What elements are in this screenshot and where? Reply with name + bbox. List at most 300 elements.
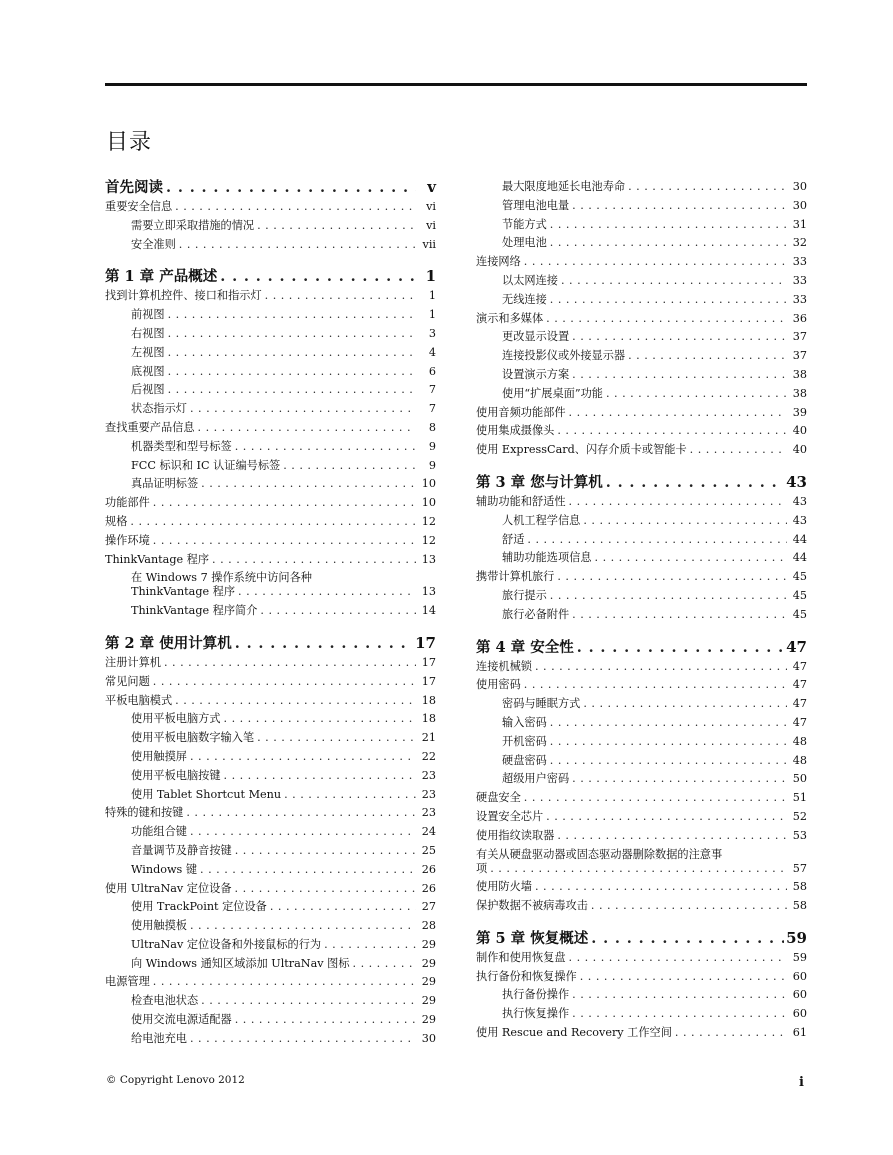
toc-subsection-entry[interactable] [476, 514, 807, 533]
toc-entry-page: 14 [421, 604, 436, 618]
toc-entry-page: 52 [792, 809, 807, 823]
toc-subsection-entry[interactable] [476, 293, 807, 312]
toc-leader-dots [200, 863, 416, 877]
toc-entry-title: 第 5 章 恢复概述 [476, 929, 589, 947]
toc-entry-page: 17 [421, 674, 436, 688]
copyright-text: © Copyright Lenovo 2012 [106, 1074, 245, 1086]
page-number: i [799, 1075, 804, 1090]
toc-entry-page: 1 [428, 308, 436, 322]
toc-section-entry[interactable] [476, 1026, 807, 1045]
toc-entry-page: 44 [792, 551, 807, 565]
toc-subsection-entry[interactable] [476, 988, 807, 1007]
toc-section-entry[interactable] [476, 810, 807, 829]
toc-subsection-entry[interactable] [476, 199, 807, 218]
toc-entry-title: 以太网连接 [502, 273, 558, 287]
toc-section-entry[interactable] [476, 424, 807, 443]
toc-leader-dots [224, 712, 416, 726]
toc-entry-page: 45 [792, 570, 807, 584]
toc-subsection-entry[interactable] [476, 754, 807, 773]
toc-leader-dots [324, 938, 416, 952]
toc-subsection-entry[interactable] [476, 1007, 807, 1026]
toc-entry-page: 47 [792, 715, 807, 729]
toc-entry-title: 最大限度地延长电池寿命 [502, 180, 626, 193]
toc-entry-title: 旅行必备附件 [502, 607, 570, 621]
toc-entry-page: 53 [792, 828, 807, 842]
toc-subsection-entry[interactable] [476, 330, 807, 349]
toc-leader-dots [153, 975, 416, 989]
toc-entry-page: 9 [428, 439, 436, 453]
toc-subsection-entry[interactable] [105, 863, 436, 882]
toc-section-entry[interactable] [105, 200, 436, 219]
toc-leader-dots [130, 515, 416, 529]
toc-section-entry[interactable] [105, 421, 436, 440]
toc-section-entry[interactable] [105, 496, 436, 515]
toc-entry-page: vi [426, 200, 436, 213]
toc-entry-title: 使用集成摄像头 [476, 424, 555, 438]
toc-entry-page: 10 [421, 477, 436, 491]
toc-entry-title: 人机工程学信息 [502, 513, 581, 527]
toc-leader-dots [153, 496, 416, 510]
toc-section-entry[interactable] [476, 970, 807, 989]
toc-leader-dots [153, 675, 416, 689]
toc-section-entry[interactable] [476, 848, 807, 862]
toc-section-entry[interactable] [476, 406, 807, 425]
toc-entry-page: 33 [792, 255, 807, 269]
toc-subsection-entry[interactable] [105, 788, 436, 807]
toc-subsection-entry[interactable] [476, 608, 807, 627]
toc-entry-page: 17 [415, 633, 436, 652]
toc-leader-dots [583, 514, 787, 528]
toc-subsection-entry[interactable] [105, 238, 436, 257]
toc-leader-dots [190, 402, 416, 416]
toc-leader-dots [168, 383, 416, 397]
toc-section-entry[interactable] [476, 443, 807, 462]
toc-subsection-entry[interactable] [105, 346, 436, 365]
toc-entry-page: 43 [792, 494, 807, 508]
toc-entry-title: 旅行提示 [502, 588, 547, 602]
toc-entry-title: 后视图 [131, 383, 165, 397]
toc-entry-page: 48 [792, 734, 807, 748]
toc-entry-title: 音量调节及静音按键 [131, 843, 232, 857]
toc-subsection-entry[interactable] [476, 236, 807, 255]
toc-leader-dots [168, 327, 416, 341]
toc-chapter-entry[interactable] [476, 928, 807, 951]
toc-entry-page: 40 [792, 424, 807, 438]
toc-entry-page: 37 [792, 349, 807, 363]
toc-leader-dots [257, 219, 416, 233]
toc-section-entry[interactable] [105, 675, 436, 694]
toc-entry-page: 59 [792, 950, 807, 964]
toc-entry-title: 功能组合键 [131, 825, 187, 839]
toc-leader-dots [572, 1007, 787, 1021]
toc-entry-title: 左视图 [131, 345, 165, 359]
toc-leader-dots [628, 349, 787, 363]
toc-entry-title: 给电池充电 [131, 1031, 187, 1045]
toc-entry-title: 无线连接 [502, 292, 547, 306]
toc-leader-dots [201, 994, 416, 1008]
toc-subsection-entry[interactable] [105, 219, 436, 238]
toc-entry-page: 47 [786, 637, 807, 656]
toc-section-entry[interactable] [105, 882, 436, 901]
toc-entry-page: 13 [421, 585, 436, 599]
toc-leader-dots [190, 919, 416, 933]
toc-entry-title: 处理电池 [502, 236, 547, 250]
toc-entry-title: 底视图 [131, 364, 165, 378]
toc-leader-dots [490, 862, 787, 876]
toc-entry-title: 硬盘安全 [476, 791, 521, 805]
toc-entry-title: 设置演示方案 [502, 367, 570, 381]
toc-entry-title: 平板电脑模式 [105, 693, 173, 707]
toc-entry-title: 状态指示灯 [131, 402, 187, 416]
toc-entry-page: 1 [425, 267, 436, 286]
toc-leader-dots [550, 293, 787, 307]
toc-subsection-entry[interactable] [105, 994, 436, 1013]
toc-subsection-entry[interactable] [105, 769, 436, 788]
toc-subsection-entry[interactable] [105, 844, 436, 863]
toc-section-entry[interactable] [476, 255, 807, 274]
toc-entry-page: 30 [792, 180, 807, 193]
toc-entry-title: 使用触摸屏 [131, 749, 187, 763]
toc-leader-dots [270, 900, 416, 914]
toc-left-column [105, 180, 436, 1051]
toc-leader-dots [201, 477, 416, 491]
toc-leader-dots [550, 754, 787, 768]
toc-chapter-entry[interactable] [476, 472, 807, 495]
toc-leader-dots [690, 443, 787, 457]
toc-leader-dots [569, 951, 787, 965]
toc-entry-title: 重要安全信息 [105, 200, 173, 213]
toc-entry-title: 查找重要产品信息 [105, 420, 195, 434]
toc-section-entry[interactable] [105, 289, 436, 308]
toc-subsection-entry[interactable] [105, 585, 436, 604]
toc-section-entry[interactable] [476, 829, 807, 848]
toc-leader-dots [527, 533, 787, 547]
toc-entry-page: 10 [421, 496, 436, 510]
toc-entry-title: 特殊的键和按键 [105, 806, 184, 820]
toc-entry-page: 30 [792, 198, 807, 212]
toc-entry-page: 29 [421, 1013, 436, 1027]
toc-entry-page: 43 [792, 513, 807, 527]
toc-subsection-entry[interactable] [105, 459, 436, 478]
toc-chapter-entry[interactable] [105, 633, 436, 656]
toc-entry-title: 开机密码 [502, 734, 547, 748]
toc-leader-dots [546, 312, 787, 326]
toc-entry-title: 输入密码 [502, 715, 547, 729]
toc-leader-dots [550, 589, 787, 603]
toc-entry-title: 使用平板电脑数字输入笔 [131, 731, 255, 745]
toc-leader-dots [595, 551, 787, 565]
toc-section-entry[interactable] [105, 975, 436, 994]
toc-entry-page: 51 [792, 791, 807, 805]
toc-entry-title: FCC 标识和 IC 认证编号标签 [131, 458, 281, 472]
toc-entry-title: 硬盘密码 [502, 753, 547, 767]
toc-leader-dots [224, 769, 416, 783]
toc-entry-page: 60 [792, 969, 807, 983]
toc-leader-dots [572, 368, 787, 382]
toc-subsection-entry[interactable] [476, 368, 807, 387]
toc-entry-page: 17 [421, 655, 436, 669]
toc-entry-page: 36 [792, 311, 807, 325]
toc-entry-page: 43 [786, 472, 807, 491]
toc-subsection-entry[interactable] [476, 735, 807, 754]
toc-entry-title: 使用“扩展桌面”功能 [502, 386, 603, 400]
toc-entry-title: 超级用户密码 [502, 772, 570, 786]
toc-entry-title: ThinkVantage 程序简介 [131, 604, 258, 618]
toc-entry-title: 向 Windows 通知区域添加 UltraNav 图标 [131, 956, 350, 970]
toc-chapter-entry[interactable] [476, 637, 807, 660]
toc-entry-page: 22 [421, 749, 436, 763]
toc-entry-page: 39 [792, 405, 807, 419]
toc-entry-page: 32 [792, 236, 807, 250]
toc-subsection-entry[interactable] [476, 180, 807, 199]
toc-entry-page: 7 [428, 383, 436, 397]
toc-entry-title: 节能方式 [502, 217, 547, 231]
toc-entry-page: 7 [428, 402, 436, 416]
toc-leader-dots [168, 346, 416, 360]
toc-entry-page: 26 [421, 881, 436, 895]
toc-leader-dots [535, 880, 787, 894]
toc-subsection-entry[interactable] [105, 1013, 436, 1032]
toc-entry-title: 使用密码 [476, 678, 521, 692]
toc-leader-dots [153, 534, 416, 548]
toc-chapter-entry[interactable] [105, 269, 436, 289]
toc-subsection-entry[interactable] [105, 365, 436, 384]
toc-entry-page: 45 [792, 588, 807, 602]
toc-subsection-entry[interactable] [476, 387, 807, 406]
toc-leader-dots [190, 1032, 416, 1046]
toc-leader-dots [546, 810, 787, 824]
toc-entry-title: ThinkVantage 程序 [131, 585, 236, 599]
toc-leader-dots [606, 476, 784, 490]
toc-section-entry[interactable] [476, 880, 807, 899]
toc-entry-page: 29 [421, 956, 436, 970]
toc-leader-dots [198, 421, 416, 435]
toc-entry-title: 右视图 [131, 326, 165, 340]
toc-entry-page: 18 [421, 693, 436, 707]
toc-entry-title: ThinkVantage 程序 [105, 552, 210, 566]
toc-entry-title: 管理电池电量 [502, 198, 570, 212]
toc-leader-dots [591, 899, 787, 913]
toc-leader-dots [284, 788, 416, 802]
toc-entry-title: 使用 Tablet Shortcut Menu [131, 787, 282, 801]
toc-entry-title: 执行备份操作 [502, 988, 570, 1002]
toc-leader-dots [557, 424, 787, 438]
toc-section-entry[interactable] [476, 660, 807, 679]
toc-entry-title: 使用平板电脑方式 [131, 712, 221, 726]
toc-subsection-entry[interactable] [476, 349, 807, 368]
toc-entry-title: 真品证明标签 [131, 477, 199, 491]
toc-entry-page: 8 [428, 420, 436, 434]
toc-entry-title: 舒适 [502, 532, 525, 546]
toc-subsection-entry[interactable] [476, 274, 807, 293]
toc-entry-page: 23 [421, 787, 436, 801]
toc-entry-title: 操作环境 [105, 533, 150, 547]
toc-section-entry[interactable] [476, 951, 807, 970]
toc-leader-dots [235, 637, 413, 651]
toc-entry-title: UltraNav 定位设备和外接鼠标的行为 [131, 937, 322, 951]
toc-right-column [476, 180, 807, 1045]
toc-entry-page: 29 [421, 937, 436, 951]
toc-leader-dots [190, 750, 416, 764]
toc-subsection-entry[interactable] [105, 957, 436, 976]
toc-entry-title: 密码与睡眠方式 [502, 697, 581, 711]
toc-leader-dots [524, 791, 787, 805]
toc-entry-title: 第 3 章 您与计算机 [476, 473, 603, 491]
toc-entry-page: 30 [421, 1031, 436, 1045]
toc-entry-title: 设置安全芯片 [476, 809, 544, 823]
toc-entry-page: 33 [792, 273, 807, 287]
toc-section-entry[interactable] [476, 899, 807, 918]
toc-subsection-entry[interactable] [105, 571, 436, 585]
toc-entry-page: 9 [428, 458, 436, 472]
toc-subsection-entry[interactable] [105, 440, 436, 459]
toc-entry-page: vii [422, 237, 436, 251]
toc-entry-title: 使用指纹读取器 [476, 828, 555, 842]
toc-leader-dots [186, 806, 416, 820]
toc-subsection-entry[interactable] [476, 716, 807, 735]
toc-section-entry[interactable] [476, 862, 807, 881]
toc-entry-page: 12 [421, 533, 436, 547]
toc-entry-title: 使用音频功能部件 [476, 405, 566, 419]
toc-entry-title: 使用 UltraNav 定位设备 [105, 881, 232, 895]
toc-leader-dots [550, 236, 787, 250]
toc-subsection-entry[interactable] [105, 900, 436, 919]
toc-entry-page: 23 [421, 806, 436, 820]
toc-section-entry[interactable] [105, 656, 436, 675]
toc-leader-dots [164, 656, 416, 670]
toc-entry-page: 13 [421, 552, 436, 566]
toc-leader-dots [628, 180, 787, 194]
toc-leader-dots [168, 365, 416, 379]
toc-subsection-entry[interactable] [105, 327, 436, 346]
toc-leader-dots [190, 825, 416, 839]
toc-entry-title: 第 1 章 产品概述 [105, 268, 218, 286]
toc-entry-page: 57 [792, 861, 807, 875]
toc-section-entry[interactable] [476, 312, 807, 331]
toc-entry-title: 在 Windows 7 操作系统中访问各种 [131, 571, 312, 585]
toc-entry-title: 首先阅读 [105, 179, 163, 196]
toc-entry-page: 28 [421, 919, 436, 933]
toc-subsection-entry[interactable] [476, 218, 807, 237]
toc-subsection-entry[interactable] [105, 731, 436, 750]
toc-subsection-entry[interactable] [105, 825, 436, 844]
toc-subsection-entry[interactable] [105, 477, 436, 496]
toc-entry-title: 使用 ExpressCard、闪存介质卡或智能卡 [476, 443, 687, 457]
toc-entry-page: 59 [786, 928, 807, 947]
toc-entry-page: vi [426, 218, 436, 232]
toc-leader-dots [175, 694, 416, 708]
toc-leader-dots [235, 440, 416, 454]
toc-leader-dots [179, 238, 416, 252]
toc-section-entry[interactable] [105, 553, 436, 572]
toc-section-entry[interactable] [105, 694, 436, 713]
toc-entry-page: 47 [792, 697, 807, 711]
toc-leader-dots [524, 255, 787, 269]
toc-subsection-entry[interactable] [105, 938, 436, 957]
toc-subsection-entry[interactable] [105, 383, 436, 402]
toc-leader-dots [580, 970, 787, 984]
toc-subsection-entry[interactable] [476, 533, 807, 552]
toc-entry-page: 29 [421, 975, 436, 989]
toc-entry-title: 演示和多媒体 [476, 311, 544, 325]
toc-entry-page: 12 [421, 514, 436, 528]
toc-entry-title: 执行恢复操作 [502, 1007, 570, 1021]
toc-section-entry[interactable] [476, 570, 807, 589]
toc-entry-title: 注册计算机 [105, 655, 161, 669]
toc-subsection-entry[interactable] [105, 402, 436, 421]
toc-entry-page: 18 [421, 712, 436, 726]
toc-leader-dots [535, 660, 787, 674]
toc-leader-dots [220, 270, 416, 284]
toc-subsection-entry[interactable] [476, 589, 807, 608]
toc-leader-dots [557, 829, 787, 843]
toc-entry-page: 21 [421, 731, 436, 745]
toc-entry-title: 制作和使用恢复盘 [476, 950, 566, 964]
toc-entry-page: 27 [421, 900, 436, 914]
toc-leader-dots [572, 330, 787, 344]
toc-subsection-entry[interactable] [105, 1032, 436, 1051]
toc-leader-dots [238, 585, 416, 599]
toc-entry-page: 38 [792, 386, 807, 400]
toc-entry-title: 前视图 [131, 308, 165, 322]
toc-leader-dots [235, 882, 416, 896]
toc-leader-dots [577, 641, 784, 655]
toc-leader-dots [175, 200, 416, 214]
toc-leader-dots [572, 199, 787, 213]
toc-section-entry[interactable] [105, 515, 436, 534]
toc-entry-page: 44 [792, 532, 807, 546]
toc-entry-page: 25 [421, 843, 436, 857]
toc-section-entry[interactable] [105, 806, 436, 825]
toc-entry-page: 33 [792, 292, 807, 306]
toc-entry-page: 50 [792, 772, 807, 786]
toc-subsection-entry[interactable] [476, 551, 807, 570]
toc-entry-title: Windows 键 [131, 862, 198, 876]
toc-section-entry[interactable] [476, 791, 807, 810]
toc-subsection-entry[interactable] [105, 308, 436, 327]
toc-chapter-entry[interactable] [105, 180, 436, 200]
toc-entry-page: 24 [421, 825, 436, 839]
toc-entry-title: 第 4 章 安全性 [476, 638, 574, 656]
toc-subsection-entry[interactable] [476, 697, 807, 716]
toc-entry-title: 连接网络 [476, 255, 521, 269]
toc-entry-page: 48 [792, 753, 807, 767]
toc-entry-title: 执行备份和恢复操作 [476, 969, 577, 983]
toc-entry-page: 40 [792, 443, 807, 457]
toc-subsection-entry[interactable] [105, 750, 436, 769]
toc-entry-title: 使用触摸板 [131, 919, 187, 933]
page-title: 目录 [106, 130, 153, 155]
toc-subsection-entry[interactable] [105, 712, 436, 731]
toc-section-entry[interactable] [476, 678, 807, 697]
toc-leader-dots [353, 957, 416, 971]
toc-leader-dots [168, 308, 416, 322]
toc-entry-title: 携带计算机旅行 [476, 570, 555, 584]
toc-entry-page: 31 [792, 217, 807, 231]
toc-entry-title: 更改显示设置 [502, 330, 570, 344]
toc-leader-dots [260, 604, 416, 618]
toc-section-entry[interactable] [105, 534, 436, 553]
toc-section-entry[interactable] [476, 495, 807, 514]
toc-subsection-entry[interactable] [476, 772, 807, 791]
toc-entry-title: 连接机械锁 [476, 659, 532, 673]
toc-subsection-entry[interactable] [105, 604, 436, 623]
toc-leader-dots [524, 678, 787, 692]
toc-entry-title: 机器类型和型号标签 [131, 439, 232, 453]
toc-entry-page: 26 [421, 862, 436, 876]
toc-entry-page: 47 [792, 678, 807, 692]
toc-subsection-entry[interactable] [105, 919, 436, 938]
